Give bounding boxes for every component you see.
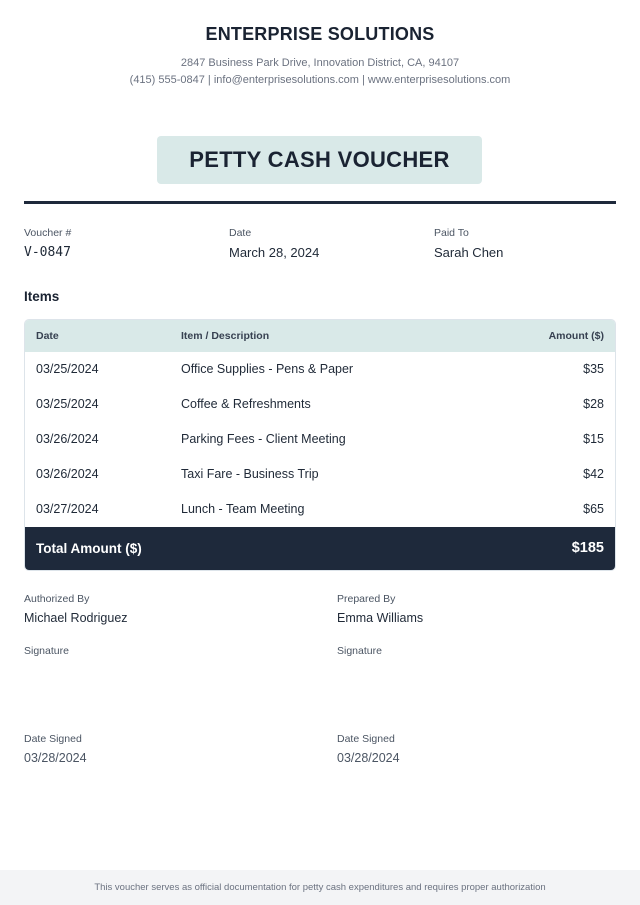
prepared-signature-label: Signature (337, 645, 382, 657)
paid-to-label: Paid To (434, 227, 469, 239)
prepared-date-label: Date Signed (337, 733, 395, 745)
authorized-signature-label: Signature (24, 645, 69, 657)
items-table (24, 319, 616, 571)
company-name: ENTERPRISE SOLUTIONS (205, 24, 435, 44)
table-row (25, 352, 615, 387)
voucher-date-field (229, 227, 319, 260)
row-amount: $35 (583, 362, 604, 376)
row-description: Parking Fees - Client Meeting (181, 432, 346, 446)
company-contact: (415) 555-0847 | info@enterprisesolutions.com | www.enterprisesolutions.com (129, 74, 511, 86)
voucher-meta (24, 227, 616, 267)
voucher-number-field (24, 227, 71, 260)
row-description: Coffee & Refreshments (181, 397, 311, 411)
voucher-title-box (157, 136, 482, 184)
row-date: 03/26/2024 (36, 467, 99, 481)
authorized-signature-block (24, 645, 284, 657)
table-row (25, 492, 615, 527)
voucher-number-value: V-0847 (24, 245, 71, 260)
company-header (0, 24, 640, 86)
column-header-description: Item / Description (181, 330, 270, 342)
authorized-date-block (24, 733, 284, 765)
voucher-date-value: March 28, 2024 (229, 245, 320, 260)
row-date: 03/27/2024 (36, 502, 99, 516)
voucher-number-label: Voucher # (24, 227, 72, 239)
row-description: Lunch - Team Meeting (181, 502, 305, 516)
row-description: Office Supplies - Pens & Paper (181, 362, 354, 376)
voucher-date-label: Date (229, 227, 252, 239)
authorized-date-label: Date Signed (24, 733, 82, 745)
row-date: 03/26/2024 (36, 432, 99, 446)
row-amount: $65 (583, 502, 604, 516)
prepared-date-value: 03/28/2024 (337, 751, 400, 765)
company-address: 2847 Business Park Drive, Innovation District, CA, 94107 (180, 57, 460, 69)
column-header-date: Date (36, 330, 59, 342)
row-description: Taxi Fare - Business Trip (181, 467, 319, 481)
prepared-date-block (337, 733, 597, 765)
prepared-signature-block (337, 645, 597, 657)
total-value: $185 (571, 540, 604, 556)
footer-note: This voucher serves as official documentation for petty cash expenditures and requires proper authorization (0, 870, 640, 905)
authorized-by-label: Authorized By (24, 593, 90, 605)
paid-to-field (434, 227, 503, 260)
total-label: Total Amount ($) (36, 541, 142, 556)
row-date: 03/25/2024 (36, 362, 99, 376)
total-row (25, 527, 615, 570)
row-amount: $28 (583, 397, 604, 411)
authorized-by-name: Michael Rodriguez (24, 611, 128, 625)
header-divider (24, 201, 616, 204)
row-amount: $15 (583, 432, 604, 446)
prepared-by-block (337, 593, 597, 625)
prepared-by-label: Prepared By (337, 593, 396, 605)
row-amount: $42 (583, 467, 604, 481)
column-header-amount: Amount ($) (548, 330, 604, 342)
voucher-title: PETTY CASH VOUCHER (189, 147, 450, 172)
table-row (25, 387, 615, 422)
table-header (25, 320, 615, 352)
table-row (25, 422, 615, 457)
prepared-by-name: Emma Williams (337, 611, 424, 625)
authorized-date-value: 03/28/2024 (24, 751, 87, 765)
paid-to-value: Sarah Chen (434, 245, 504, 260)
authorized-by-block (24, 593, 284, 625)
items-heading: Items (24, 289, 60, 304)
table-row (25, 457, 615, 492)
row-date: 03/25/2024 (36, 397, 99, 411)
